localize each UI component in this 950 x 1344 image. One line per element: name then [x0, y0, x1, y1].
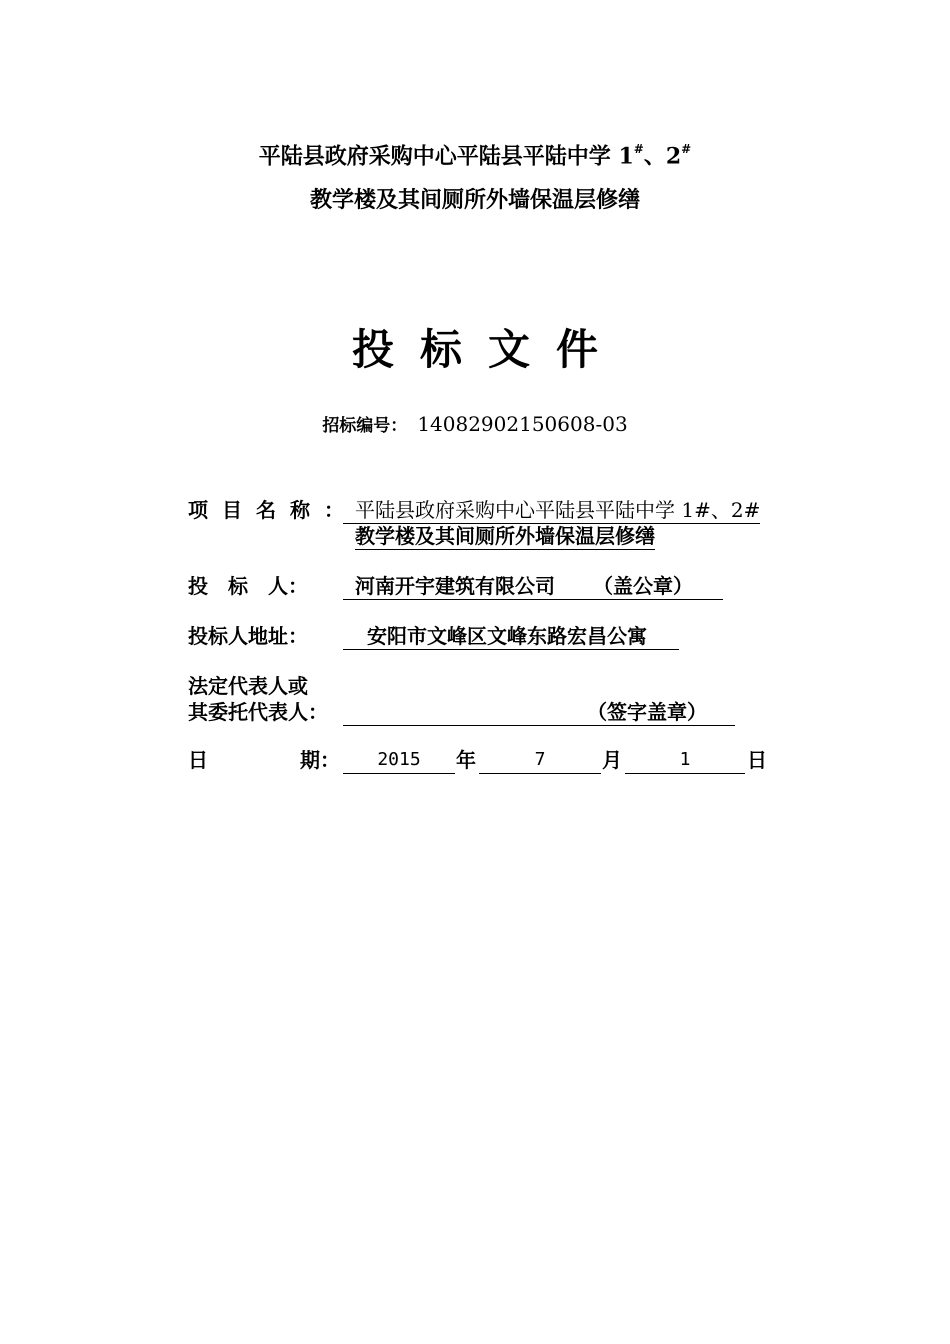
title-sup-2: #: [681, 142, 692, 156]
representative-label-line1: 法定代表人或: [188, 674, 308, 698]
title-line1-text: 平陆县政府采购中心平陆县平陆中学 1: [258, 143, 634, 170]
title-sup-1: #: [633, 142, 644, 156]
project-name-value-line2: 教学楼及其间厕所外墙保温层修缮: [355, 524, 655, 548]
bidder-name: 河南开宇建筑有限公司: [355, 574, 555, 598]
bidder-value-field: [343, 573, 723, 600]
date-year-char: 年: [456, 748, 476, 772]
bid-number-value: 14082902150608-03: [417, 412, 628, 436]
representative-signature-field: [343, 699, 735, 726]
address-label: 投标人地址：: [188, 624, 308, 648]
representative-label-line2: 其委托代表人：: [188, 700, 328, 724]
document-title: 投标文件: [351, 325, 624, 374]
date-label-left: 日: [188, 748, 208, 772]
address-value-field: [343, 623, 679, 650]
date-year: 2015: [343, 747, 455, 774]
project-name-label: 项目名称：: [188, 498, 358, 522]
header-title-line-2: 教学楼及其间厕所外墙保温层修缮: [309, 187, 640, 213]
bid-number-label: 招标编号：: [322, 416, 408, 436]
date-day: 1: [625, 747, 745, 774]
representative-sign-note: （签字盖章）: [587, 700, 707, 724]
address-value: 安阳市文峰区文峰东路宏昌公寓: [367, 624, 647, 648]
header-title-line-1: [0, 136, 950, 171]
bid-number: [0, 410, 950, 440]
bidder-seal-note: （盖公章）: [593, 574, 693, 598]
project-name-value-line1: 平陆县政府采购中心平陆县平陆中学 1#、2#: [343, 497, 760, 524]
date-label-right: 期：: [300, 748, 340, 772]
date-month: 7: [479, 747, 601, 774]
title-line1-mid: 、2: [643, 143, 682, 170]
bidder-label: 投 标 人：: [188, 574, 308, 598]
date-day-char: 日: [747, 748, 767, 772]
date-month-char: 月: [602, 748, 622, 772]
